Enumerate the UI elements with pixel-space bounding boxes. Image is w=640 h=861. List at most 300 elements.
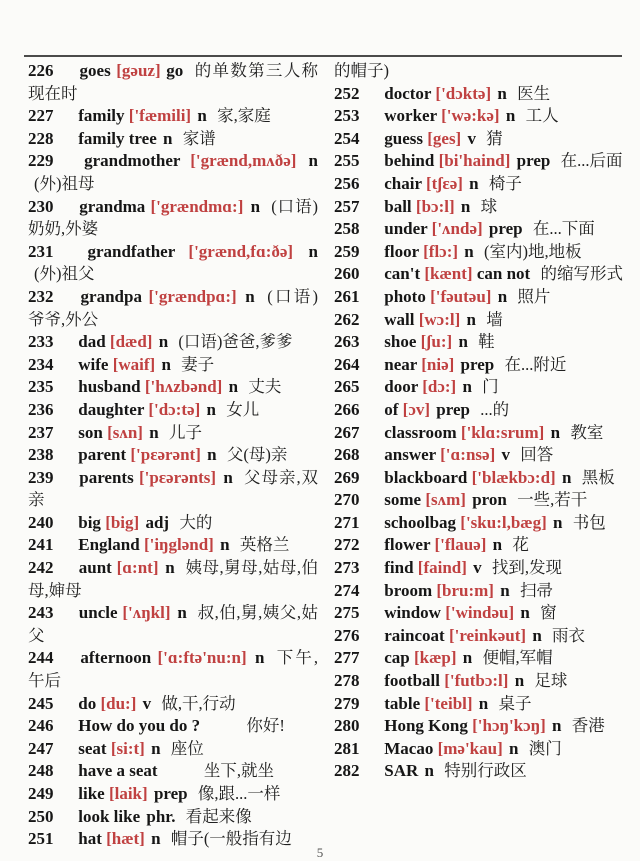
entry-phonetic: [laik] [108, 784, 148, 803]
entry-word: uncle [78, 603, 118, 623]
vocab-entry-265 [334, 376, 624, 399]
entry-word: some [384, 490, 422, 510]
entry-pos: n [550, 422, 561, 442]
entry-word: aunt [78, 558, 112, 578]
entry-word: floor [384, 241, 419, 261]
entry-pos: n [206, 399, 216, 419]
entry-number: 261 [334, 286, 360, 306]
entry-meaning: 教室 [570, 422, 604, 442]
entry-phonetic: ['teibl] [424, 693, 473, 713]
entry-word: SAR [384, 761, 419, 781]
entry-number: 280 [334, 716, 360, 736]
entry-pos: n [254, 648, 265, 668]
entry-meaning: 在...下面 [532, 219, 595, 239]
entry-pos: n [505, 106, 516, 126]
vocab-entry-250 [28, 806, 318, 829]
vocab-entry-253 [334, 105, 624, 128]
entry-pos: n [464, 241, 474, 261]
entry-number: 272 [334, 535, 360, 555]
entry-phonetic: [hæt] [106, 829, 145, 849]
vocab-entry-270 [334, 489, 624, 512]
entry-word: Macao [384, 738, 434, 758]
entry-number: 273 [334, 558, 360, 578]
entry-word: family tree [78, 128, 157, 148]
vocab-entry-247 [28, 738, 318, 761]
entry-phonetic: ['iŋglənd] [143, 535, 214, 555]
entry-number: 238 [28, 445, 54, 465]
entry-meaning: 便帽,军帽 [482, 648, 553, 668]
entry-pos: n [497, 83, 507, 103]
entry-phonetic: ['hɔŋ'kɔŋ] [472, 716, 546, 736]
entry-phonetic: [kænt] [424, 264, 473, 284]
entry-meaning: 在...后面 [560, 151, 623, 171]
vocab-entry-282 [334, 760, 624, 783]
vocab-entry-254 [334, 128, 624, 151]
entry-phonetic: ['windəu] [445, 603, 515, 623]
entry-word: behind [384, 151, 435, 171]
entry-meaning: 墙 [486, 309, 503, 329]
entry-number: 275 [334, 603, 360, 623]
entry-meaning: 回答 [520, 445, 554, 465]
entry-word: photo [384, 286, 426, 306]
entry-meaning: 儿子 [168, 422, 202, 442]
entry-word: have a seat [78, 761, 158, 781]
entry-word: Hong Kong [384, 716, 468, 736]
entry-pos: n [532, 625, 542, 645]
entry-phonetic: ['grænd,fɑ:ðə] [188, 241, 294, 261]
entry-phonetic: [flɔ:] [423, 241, 459, 261]
entry-meaning: 照片 [517, 286, 551, 306]
vocab-entry-235 [28, 376, 318, 399]
entry-pos: v [501, 445, 510, 465]
entry-pos: n [462, 648, 473, 668]
entry-word: worker [384, 106, 437, 126]
entry-phonetic: ['ɑ:ftə'nu:n] [157, 648, 247, 668]
entry-meaning: 英格兰 [239, 535, 290, 555]
entry-phonetic: [si:t] [110, 738, 145, 758]
entry-meaning: 家,家庭 [217, 106, 271, 126]
entry-word: of [384, 399, 399, 419]
entry-meaning: 球 [480, 196, 498, 216]
entry-number: 243 [28, 603, 54, 623]
entry-phonetic: [ges] [427, 128, 462, 148]
entry-pos: n [497, 286, 508, 306]
entry-word: guess [384, 128, 423, 148]
entry-meaning: 书包 [572, 512, 606, 532]
entry-word: cap [384, 648, 410, 668]
entry-phonetic: [ɔv] [402, 399, 431, 419]
vocab-entry-233 [28, 331, 318, 354]
entry-number: 262 [334, 309, 360, 329]
entry-number: 245 [28, 693, 54, 713]
entry-word: do [78, 693, 97, 713]
entry-word: grandfather [87, 241, 175, 261]
entry-word: big [78, 512, 101, 532]
entry-meaning: 下午,午后 [28, 648, 319, 691]
entry-number: 229 [28, 151, 54, 171]
entry-word: near [384, 354, 417, 374]
entry-phonetic: ['grændmɑ:] [150, 196, 244, 216]
vocab-entry-228 [28, 128, 318, 151]
entry-number: 265 [334, 377, 360, 397]
entry-word: grandmother [84, 151, 181, 171]
entry-pos: prep [488, 219, 523, 239]
entry-number: 234 [28, 354, 54, 374]
entry-number: 235 [28, 377, 54, 397]
entry-number: 231 [28, 241, 54, 261]
entry-meaning: 家谱 [182, 128, 216, 148]
entry-number: 282 [334, 761, 360, 781]
vocab-entry-259 [334, 241, 624, 264]
entry-word: seat [78, 738, 107, 758]
entry-word: can't [384, 264, 421, 284]
entry-meaning: 丈夫 [248, 377, 282, 397]
vocab-entry-274 [334, 580, 624, 603]
vocab-entry-255 [334, 150, 624, 173]
entry-phonetic: [faind] [417, 558, 467, 578]
entry-meaning: 大的 [179, 512, 213, 532]
vocab-entry-229 [28, 150, 318, 195]
entry-meaning: ...的 [480, 399, 510, 419]
entry-pos: n [478, 693, 489, 713]
entry-meaning: 工人 [525, 106, 559, 126]
vocab-entry-269 [334, 467, 624, 490]
entry-phonetic: [sʌm] [425, 490, 466, 510]
top-rule [24, 55, 622, 57]
vocab-entry-271 [334, 512, 624, 535]
vocab-entry-231 [28, 241, 318, 286]
entry-number: 257 [334, 196, 360, 216]
vocab-entry-273 [334, 557, 624, 580]
vocab-entry-242 [28, 557, 318, 602]
entry-pos: n [469, 173, 479, 193]
entry-word: under [384, 219, 428, 239]
entry-meaning: (口语)爸爸,爹爹 [178, 332, 293, 352]
entry-phonetic: ['sku:l,bæg] [460, 512, 547, 532]
vocab-entry-232 [28, 286, 318, 331]
entry-word: broom [384, 580, 433, 600]
entry-phonetic: ['futbɔ:l] [444, 671, 509, 691]
entry-number: 248 [28, 761, 54, 781]
entry-phonetic: ['flauə] [434, 535, 487, 555]
vocab-entry-278 [334, 670, 624, 693]
vocab-entry-277 [334, 647, 624, 670]
entry-phonetic: [wɔ:l] [418, 309, 461, 329]
entry-phonetic: [ɑ:nt] [116, 558, 159, 578]
entry-phonetic: ['klɑ:srum] [460, 422, 545, 442]
entry-phonetic: ['blækbɔ:d] [471, 467, 556, 487]
entry-phonetic: [niə] [421, 354, 455, 374]
entry-pos: n [158, 332, 169, 352]
entry-meaning: 像,跟...一样 [197, 784, 281, 803]
entry-pos: prep [460, 354, 495, 374]
entry-word: door [384, 377, 418, 397]
entry-word: flower [384, 535, 431, 555]
entry-phonetic: [bi'haind] [438, 151, 511, 171]
entry-meaning: 的单数第三人称现在时 [28, 61, 319, 103]
entry-pos: n [177, 603, 187, 623]
entry-pos: n [552, 512, 563, 532]
entry-number: 230 [28, 196, 54, 216]
entry-word: parents [79, 467, 134, 487]
vocab-entry-268 [334, 444, 624, 467]
entry-phonetic: [big] [105, 512, 140, 532]
entry-meaning: (口语)爷爷,外公 [28, 286, 319, 329]
entry-pos: n [149, 422, 159, 442]
entry-word: look like [78, 806, 141, 826]
entry-meaning: 香港 [571, 716, 605, 736]
entry-word: wife [78, 354, 109, 374]
entry-pos: v [142, 693, 152, 713]
entry-meaning: 的缩写形式 [540, 264, 623, 284]
entry-phonetic: [ʃu:] [420, 332, 453, 352]
entry-pos: n [466, 309, 476, 329]
entry-word: table [384, 693, 421, 713]
entry-word: dad [78, 332, 106, 352]
entry-pos: n [245, 286, 255, 306]
entry-number: 277 [334, 648, 360, 668]
entry-phonetic: [mə'kau] [437, 738, 503, 758]
left-column [28, 60, 318, 851]
entry-word: parent [78, 445, 127, 465]
entry-phonetic: ['fæmili] [128, 106, 192, 126]
entry-pos: adj [145, 512, 170, 532]
entry-meaning: 澳门 [528, 738, 562, 758]
vocab-entry-234 [28, 354, 318, 377]
entry-phonetic: [bɔ:l] [415, 196, 455, 216]
vocab-entry-249 [28, 783, 318, 806]
entry-number: 256 [334, 173, 360, 193]
entry-pos: n [500, 580, 510, 600]
entry-pos: n [561, 467, 572, 487]
entry-pos: v [467, 128, 476, 148]
entry-meaning: 叔,伯,舅,姨父,姑父 [28, 603, 318, 645]
vocab-entry-243 [28, 602, 318, 647]
entry-word: hat [78, 829, 102, 849]
entry-number: 267 [334, 422, 360, 442]
entry-number: 268 [334, 445, 360, 465]
entry-number: 274 [334, 580, 360, 600]
entry-meaning: 父母亲,双亲 [28, 467, 319, 510]
entry-word: afternoon [80, 648, 152, 668]
entry-extra-word: go [166, 61, 184, 80]
vocab-entry-241 [28, 534, 318, 557]
vocab-entry-260 [334, 263, 624, 286]
entry-number: 260 [334, 264, 360, 284]
vocab-entry-244 [28, 647, 318, 692]
entry-number: 252 [334, 83, 360, 103]
entry-word: window [384, 603, 441, 623]
vocab-entry-261 [334, 286, 624, 309]
entry-number: 266 [334, 399, 360, 419]
entry-phonetic: ['pɛərənts] [138, 467, 217, 487]
entry-number: 258 [334, 219, 360, 239]
entry-pos: phr. [146, 806, 176, 826]
vocab-entry-264 [334, 354, 624, 377]
entry-pos: n [197, 106, 207, 126]
entry-word: football [384, 671, 440, 691]
vocab-entry-276 [334, 625, 624, 648]
entry-number: 241 [28, 535, 54, 555]
entry-meaning: 找到,发现 [491, 558, 563, 578]
entry-meaning: 姨母,舅母,姑母,伯母,婶母 [28, 558, 318, 600]
entry-pos: n [509, 738, 519, 758]
entry-pos: n [460, 196, 471, 216]
entry-meaning: 妻子 [181, 354, 215, 374]
vocab-entry-281 [334, 738, 624, 761]
entry-pos: n [424, 761, 434, 781]
entry-number: 247 [28, 738, 54, 758]
two-column-layout [28, 60, 624, 851]
entry-phonetic: [waif] [112, 354, 156, 374]
entry-word: doctor [384, 83, 432, 103]
entry-number: 269 [334, 467, 360, 487]
entry-word: wall [384, 309, 415, 329]
entry-pos: n [151, 738, 161, 758]
entry-meaning: 黑板 [581, 467, 615, 487]
entry-meaning: 足球 [534, 671, 568, 691]
entry-meaning: 女儿 [226, 399, 260, 419]
entry-number: 263 [334, 332, 360, 352]
entry-meaning: 坐下,就坐 [203, 761, 274, 781]
vocab-entry-275 [334, 602, 624, 625]
entry-number: 232 [28, 286, 54, 306]
vocab-entry-266 [334, 399, 624, 422]
entry-meaning: 做,干,行动 [161, 693, 236, 713]
entry-phonetic: ['grændpɑ:] [148, 286, 237, 306]
entry-meaning: 帽子(一般指有边 [170, 829, 292, 849]
vocab-entry-252 [334, 83, 624, 106]
entry-number: 255 [334, 151, 360, 171]
entry-word: chair [384, 173, 422, 193]
right-column [334, 60, 624, 851]
entry-pos: n [250, 196, 261, 216]
entry-word: family [78, 106, 125, 126]
entry-number: 276 [334, 625, 360, 645]
entry-pos: n [458, 332, 468, 352]
vocab-entry-279 [334, 693, 624, 716]
entry-pos: n [165, 558, 175, 578]
vocab-entry-237 [28, 422, 318, 445]
vocab-entry-239 [28, 467, 318, 512]
entry-number: 244 [28, 648, 54, 668]
vocab-entry-226 [28, 60, 318, 105]
vocab-entry-236 [28, 399, 318, 422]
entry-pos: n [514, 671, 525, 691]
entry-meaning: 窗 [540, 603, 557, 623]
entry-phonetic: ['dɔ:tə] [148, 399, 201, 419]
vocab-entry-240 [28, 512, 318, 535]
entry-pos: n [228, 377, 239, 397]
entry-meaning: (外)祖母 [34, 173, 95, 193]
entry-number: 242 [28, 558, 54, 578]
entry-phonetic: ['wə:kə] [441, 106, 500, 126]
entry-meaning: 座位 [170, 738, 204, 758]
entry-pos: pron [472, 490, 507, 510]
entry-meaning: 你好! [246, 716, 285, 736]
vocab-entry-248 [28, 760, 318, 783]
entry-meaning: 花 [512, 535, 529, 555]
vocab-entry-272 [334, 534, 624, 557]
entry-number: 249 [28, 784, 54, 803]
entry-number: 253 [334, 106, 360, 126]
entry-phonetic: [dɔ:] [422, 377, 457, 397]
entry-meaning: 椅子 [488, 173, 522, 193]
entry-meaning: (室内)地,地板 [484, 241, 582, 261]
entry-phonetic: ['fəutəu] [430, 286, 492, 306]
entry-word: grandpa [80, 286, 142, 306]
vocab-entry-238 [28, 444, 318, 467]
entry-phonetic: ['ʌŋkl] [122, 603, 171, 623]
entry-word: shoe [384, 332, 417, 352]
entry-word: raincoat [384, 625, 445, 645]
entry-251-continuation: 的帽子) [334, 61, 389, 80]
entry-word: son [78, 422, 103, 442]
entry-number: 240 [28, 512, 54, 532]
entry-number: 236 [28, 399, 54, 419]
entry-word: grandma [79, 196, 146, 216]
entry-meaning: (口语)奶奶,外婆 [28, 196, 319, 239]
entry-pos: prep [516, 151, 551, 171]
entry-pos: n [151, 829, 161, 849]
entry-number: 254 [334, 128, 360, 148]
entry-phonetic: ['ɑ:nsə] [440, 445, 496, 465]
entry-number: 281 [334, 738, 360, 758]
entry-phonetic: [sʌn] [107, 422, 143, 442]
vocab-entry-262 [334, 309, 624, 332]
entry-pos: n [492, 535, 503, 555]
entry-meaning: (外)祖父 [34, 264, 95, 284]
entry-phonetic: ['dɔktə] [435, 83, 492, 103]
vocab-entry-263 [334, 331, 624, 354]
entry-pos: n [552, 716, 562, 736]
vocab-entry-257 [334, 196, 624, 219]
vocab-entry-230 [28, 196, 318, 241]
entry-word: find [384, 558, 414, 578]
vocab-entry-246 [28, 715, 318, 738]
entry-number: 250 [28, 806, 54, 826]
entry-pos: n [163, 128, 173, 148]
entry-pos: n [308, 241, 319, 261]
entry-number: 270 [334, 490, 360, 510]
entry-pos: n [223, 467, 233, 487]
page-number: 5 [316, 845, 324, 860]
vocab-entry-280 [334, 715, 624, 738]
entry-phonetic: ['grænd,mʌðə] [190, 151, 297, 171]
entry-phonetic: ['ʌndə] [431, 219, 483, 239]
entry-number: 246 [28, 716, 54, 736]
entry-number: 227 [28, 106, 54, 126]
entry-number: 251 [28, 829, 54, 849]
entry-meaning: 猜 [486, 128, 503, 148]
entry-phonetic: ['reinkəut] [448, 625, 527, 645]
entry-word: daughter [78, 399, 145, 419]
entry-word: like [78, 784, 105, 803]
entry-pos: prep [436, 399, 470, 419]
vocab-entry-245 [28, 693, 318, 716]
vocab-entry-258 [334, 218, 624, 241]
entry-pos: v [473, 558, 482, 578]
entry-word: schoolbag [384, 512, 457, 532]
entry-phonetic: ['pɛərənt] [130, 445, 201, 465]
entry-pos: n [161, 354, 171, 374]
vocab-entry-227 [28, 105, 318, 128]
entry-meaning: 医生 [517, 83, 551, 103]
entry-meaning: 门 [482, 377, 499, 397]
entry-phonetic: [du:] [100, 693, 137, 713]
entry-number: 279 [334, 693, 360, 713]
entry-number: 228 [28, 128, 54, 148]
